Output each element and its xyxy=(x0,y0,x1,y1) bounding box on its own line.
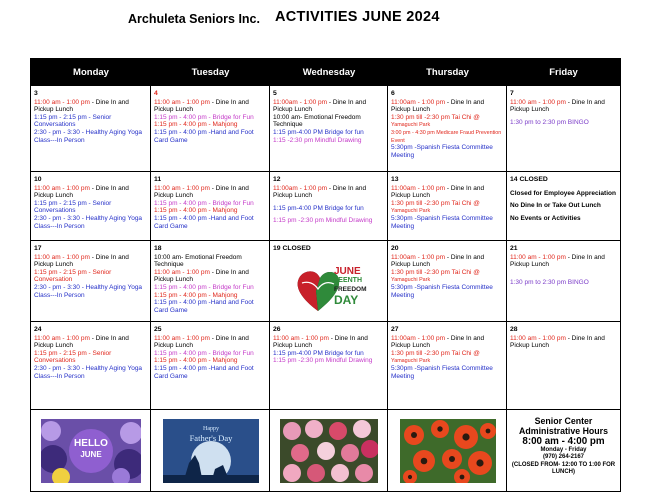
event-line xyxy=(510,335,617,350)
day-number: 6 xyxy=(391,90,395,97)
event-text: 1:15 pm - 2:15 pm - Senior Conversation xyxy=(34,268,112,284)
fathers-day-image xyxy=(163,419,259,483)
event-text: - Dine In and Pickup Lunch xyxy=(273,184,367,200)
day-cell xyxy=(270,241,388,322)
event-text: Yamaguchi Park xyxy=(391,358,431,365)
event-text: 11:00 am - 1:00 pm xyxy=(154,184,210,192)
event-text: 1:30 pm to 2:30 pm BINGO xyxy=(510,118,589,126)
event-text: 1:15 pm - 4:00 pm -Hand and Foot Card Game xyxy=(154,128,254,144)
event-text: 1:15 pm - 4:00 pm - Mahjong xyxy=(154,121,238,129)
event-line xyxy=(391,121,503,129)
fathers-day-text xyxy=(163,425,259,443)
event-line xyxy=(391,254,503,269)
event-line xyxy=(154,299,266,314)
event-line xyxy=(391,185,503,200)
event-text: 11:00 am - 1:00 pm xyxy=(34,98,90,106)
hello-june-text xyxy=(41,438,141,460)
event-text: 1:15 pm -2:30 pm Mindful Drawing xyxy=(273,217,373,225)
event-line xyxy=(391,365,503,380)
event-line xyxy=(154,350,266,358)
event-text: 1:15 pm - 2:15 pm - Senior Conversations xyxy=(34,199,112,215)
day-number: 25 xyxy=(154,326,162,333)
event-line xyxy=(34,215,147,230)
day-cell xyxy=(31,86,151,172)
event-text: 1:15 pm - 2:15 pm - Senior Conversations xyxy=(34,113,112,129)
event-text: 2:30 - pm - 3:30 - Healthy Aging Yoga Class---In Person xyxy=(34,214,143,230)
day-number: 26 xyxy=(273,326,281,333)
event-text: 1:15 pm - 4:00 pm - Bridge for Fun xyxy=(154,199,254,207)
event-text: 1:30 pm till -2:30 pm Tai Chi @ xyxy=(391,349,480,357)
dahlias-image xyxy=(280,419,378,483)
event-text: - Dine In and Pickup Lunch xyxy=(510,98,605,114)
image-caption-word: Father's Day xyxy=(189,433,233,443)
event-line xyxy=(154,284,266,292)
event-text: 3:00 pm - 4:30 pm Medicare Fraud Prevention Event xyxy=(391,129,502,144)
event-text: - Dine In and Pickup Lunch xyxy=(154,334,249,350)
day-number: 5 xyxy=(273,90,277,97)
event-text: 2:30 - pm - 3:30 - Healthy Aging Yoga Class---In Person xyxy=(34,364,143,380)
event-text: - Dine In and Pickup Lunch xyxy=(34,184,129,200)
event-line xyxy=(154,185,266,200)
event-line xyxy=(154,114,266,122)
event-line xyxy=(273,350,384,358)
day-header-0: Monday xyxy=(31,59,151,86)
event-text: 1:30 pm to 2:30 pm BINGO xyxy=(510,278,589,286)
event-text: 1:15 pm - 4:00 pm - Mahjong xyxy=(154,357,238,365)
event-text: 10:00 am- Emotional Freedom Technique xyxy=(154,253,242,269)
event-text: 1:15 pm-4:00 PM Bridge for fun xyxy=(273,349,364,357)
day-header-2: Wednesday xyxy=(270,59,388,86)
event-line xyxy=(391,129,503,144)
event-line xyxy=(154,365,266,380)
event-line xyxy=(273,99,384,114)
event-line xyxy=(391,99,503,114)
day-cell xyxy=(31,172,151,241)
image-cell xyxy=(151,410,270,491)
event-text: 1:15 pm - 4:00 pm - Bridge for Fun xyxy=(154,349,254,357)
event-text: 5:30pm -Spanish Fiesta Committee Meeting xyxy=(391,283,493,299)
event-text: 5:30pm -Spanish Fiesta Committee Meeting xyxy=(391,144,493,159)
day-number: 19 CLOSED xyxy=(273,245,311,252)
event-text: 11:00am - 1:00 pm xyxy=(391,184,446,192)
event-text: Yamaguchi Park xyxy=(391,277,431,284)
hours-time: 8:00 am - 4:00 pm xyxy=(522,436,605,447)
day-number: 27 xyxy=(391,326,399,333)
image-cell xyxy=(270,410,388,491)
day-number: 28 xyxy=(510,326,518,333)
event-line xyxy=(154,357,266,365)
day-number: 3 xyxy=(34,90,38,97)
day-cell xyxy=(151,322,270,410)
day-number: 12 xyxy=(273,176,281,183)
calendar-title xyxy=(0,9,650,27)
event-text: - Dine In and Pickup Lunch xyxy=(391,334,485,350)
event-text: 1:30 pm till -2:30 pm Tai Chi @ xyxy=(391,268,480,276)
event-line xyxy=(34,284,147,299)
event-text: - Dine In and Pickup Lunch xyxy=(510,253,605,269)
image-caption-word: JUNE xyxy=(80,450,102,459)
event-line xyxy=(34,200,147,215)
event-line xyxy=(391,200,503,208)
day-cell xyxy=(507,172,620,241)
event-text: 2:30 - pm - 3:30 - Healthy Aging Yoga Class---In Person xyxy=(34,128,143,144)
event-text: Yamaguchi Park xyxy=(391,208,431,215)
event-line xyxy=(391,207,503,215)
juneteenth-word: DAY xyxy=(334,293,359,307)
event-line xyxy=(391,276,503,284)
day-cell xyxy=(507,322,620,410)
event-line xyxy=(391,350,503,358)
event-text: 1:30 pm till -2:30 pm Tai Chi @ xyxy=(391,113,480,121)
event-text: 11:00 am - 1:00 pm xyxy=(154,98,210,106)
day-number: 21 xyxy=(510,245,518,252)
event-line xyxy=(34,365,147,380)
day-number: 7 xyxy=(510,90,514,97)
event-text: 11:00am - 1:00 pm xyxy=(273,98,328,106)
event-line xyxy=(34,335,147,350)
juneteenth-word: JUNE xyxy=(334,266,361,277)
event-text: 1:15 pm-4:00 PM Bridge for fun xyxy=(273,128,364,136)
day-cell xyxy=(31,241,151,322)
event-line xyxy=(154,335,266,350)
event-text: - Dine In and Pickup Lunch xyxy=(34,253,129,269)
event-line xyxy=(391,269,503,277)
event-line xyxy=(273,114,384,129)
event-text: 1:15 pm - 4:00 pm - Bridge for Fun xyxy=(154,283,254,291)
event-line xyxy=(510,190,617,198)
activities-calendar xyxy=(30,58,621,492)
hours-phone: (970) 264-2167 xyxy=(542,454,585,461)
event-line xyxy=(34,114,147,129)
day-number: 18 xyxy=(154,245,162,252)
event-text: 1:30 pm till -2:30 pm Tai Chi @ xyxy=(391,199,480,207)
day-cell xyxy=(270,86,388,172)
event-text: Yamaguchi Park xyxy=(391,122,431,129)
event-line xyxy=(510,215,617,223)
day-cell xyxy=(388,322,507,410)
day-cell xyxy=(270,172,388,241)
event-line xyxy=(34,254,147,269)
event-line xyxy=(154,121,266,129)
day-cell xyxy=(31,322,151,410)
event-line xyxy=(154,200,266,208)
event-line xyxy=(34,350,147,365)
event-line xyxy=(273,137,384,145)
event-text: No Dine In or Take Out Lunch xyxy=(510,202,601,210)
event-line xyxy=(273,335,384,350)
day-cell xyxy=(507,86,620,172)
day-cell xyxy=(388,86,507,172)
event-text: 11:00 am - 1:00 pm xyxy=(34,253,90,261)
day-header-4: Friday xyxy=(507,59,620,86)
event-line xyxy=(273,205,384,213)
hours-lunch-closure: (CLOSED FROM- 12:00 TO 1:00 FOR LUNCH) xyxy=(511,461,616,476)
event-text: - Dine In and Pickup Lunch xyxy=(391,253,485,269)
event-text: - Dine In and Pickup Lunch xyxy=(34,98,129,114)
image-caption-word: HELLO xyxy=(74,438,108,449)
event-text: - Dine In and Pickup Lunch xyxy=(391,98,485,114)
day-number: 11 xyxy=(154,176,162,183)
poppies-image xyxy=(400,419,496,483)
image-caption-word: Happy xyxy=(203,426,219,432)
hours-title: Senior Center Administrative Hours xyxy=(519,416,608,436)
event-text: 2:30 - pm - 3:30 - Healthy Aging Yoga Class---In Person xyxy=(34,283,143,299)
event-line xyxy=(273,357,384,365)
event-text: - Dine In and Pickup Lunch xyxy=(391,184,485,200)
event-text: 11:00 am - 1:00 pm xyxy=(273,334,329,342)
event-text: 5:30pm -Spanish Fiesta Committee Meeting xyxy=(391,214,493,230)
day-number: 14 CLOSED xyxy=(510,176,548,183)
event-line xyxy=(510,254,617,269)
event-line xyxy=(154,269,266,284)
day-cell xyxy=(388,172,507,241)
day-number: 24 xyxy=(34,326,42,333)
event-line xyxy=(510,279,617,287)
event-line xyxy=(34,99,147,114)
event-text: 11:00 am - 1:00 pm xyxy=(510,253,566,261)
event-text: - Dine In and Pickup Lunch xyxy=(154,268,249,284)
juneteenth-logo xyxy=(294,261,374,317)
event-line xyxy=(154,215,266,230)
image-cell xyxy=(31,410,151,491)
hours-days: Monday - Friday xyxy=(540,447,587,453)
event-text: 1:15 pm - 4:00 pm - Bridge for Fun xyxy=(154,113,254,121)
event-text: 1:15 pm - 4:00 pm - Mahjong xyxy=(154,291,238,299)
event-line xyxy=(154,129,266,144)
day-cell xyxy=(151,241,270,322)
event-text: 1:15 pm -2:30 pm Mindful Drawing xyxy=(273,357,373,365)
event-line xyxy=(34,269,147,284)
day-cell xyxy=(151,172,270,241)
event-text: - Dine In and Pickup Lunch xyxy=(273,334,368,350)
event-line xyxy=(34,185,147,200)
event-line xyxy=(391,357,503,365)
event-line xyxy=(273,185,384,200)
event-line xyxy=(391,144,503,159)
event-line xyxy=(391,335,503,350)
hello-june-image xyxy=(41,419,141,483)
event-text: 5:30pm -Spanish Fiesta Committee Meeting xyxy=(391,364,493,380)
day-number: 20 xyxy=(391,245,399,252)
event-line xyxy=(154,254,266,269)
event-line xyxy=(273,129,384,137)
event-text: 11:00am - 1:00 pm xyxy=(391,253,446,261)
event-text: 11:00 am - 1:00 pm xyxy=(34,184,90,192)
event-line xyxy=(391,284,503,299)
event-line xyxy=(273,217,384,225)
event-text: 1:15 pm - 4:00 pm -Hand and Foot Card Game xyxy=(154,364,254,380)
event-text: - Dine In and Pickup Lunch xyxy=(154,184,249,200)
juneteenth-word: FREEDOM xyxy=(334,286,367,293)
event-text: 11:00 am - 1:00 pm xyxy=(34,334,90,342)
juneteenth-word: TEENTH xyxy=(334,277,362,284)
day-number: 17 xyxy=(34,245,42,252)
image-cell xyxy=(388,410,507,491)
event-text: 11:00 am - 1:00 pm xyxy=(510,334,566,342)
day-header-1: Tuesday xyxy=(151,59,270,86)
day-cell xyxy=(151,86,270,172)
event-text: 10:00 am- Emotional Freedom Technique xyxy=(273,113,361,129)
event-text: 11:00am - 1:00 pm xyxy=(391,98,446,106)
day-header-3: Thursday xyxy=(388,59,507,86)
event-text: 11:00am - 1:00 pm xyxy=(391,334,446,342)
day-cell xyxy=(388,241,507,322)
event-text: 1:15 -2:30 pm Mindful Drawing xyxy=(273,136,362,144)
event-text: 1:15 pm - 4:00 pm -Hand and Foot Card Game xyxy=(154,299,254,314)
event-text: No Events or Activities xyxy=(510,214,581,222)
event-line xyxy=(510,202,617,210)
day-number: 10 xyxy=(34,176,42,183)
event-text: - Dine In and Pickup Lunch xyxy=(34,334,129,350)
event-line xyxy=(154,99,266,114)
event-line xyxy=(391,114,503,122)
activities-heading: ACTIVITIES JUNE 2024 xyxy=(275,9,440,25)
hours-cell xyxy=(507,410,620,491)
event-line xyxy=(154,207,266,215)
event-line xyxy=(510,99,617,114)
event-text: 11:00 am - 1:00 pm xyxy=(154,268,210,276)
event-line xyxy=(34,129,147,144)
event-text: - Dine In and Pickup Lunch xyxy=(510,334,605,350)
event-text: 11:00 am - 1:00 pm xyxy=(154,334,210,342)
event-line xyxy=(154,292,266,300)
event-text: 1:15 pm - 2:15 pm - Senior Conversations xyxy=(34,349,112,365)
event-text: - Dine In and Pickup Lunch xyxy=(273,98,367,114)
event-text: Closed for Employee Appreciation xyxy=(510,189,616,197)
event-line xyxy=(391,215,503,230)
event-text: 1:15 pm - 4:00 pm - Mahjong xyxy=(154,207,238,215)
event-text: 11:00am - 1:00 pm xyxy=(273,184,328,192)
event-text: 1:15 pm-4:00 PM Bridge for fun xyxy=(273,204,364,212)
event-text: 1:15 pm - 4:00 pm -Hand and Foot Card Game xyxy=(154,214,254,230)
day-number: 4 xyxy=(154,90,158,97)
day-cell xyxy=(270,322,388,410)
juneteenth-text xyxy=(334,267,376,306)
organization-name: Archuleta Seniors Inc. xyxy=(128,12,260,26)
event-line xyxy=(510,119,617,127)
event-text: - Dine In and Pickup Lunch xyxy=(154,98,249,114)
day-number: 13 xyxy=(391,176,399,183)
event-text: 11:00 am - 1:00 pm xyxy=(510,98,566,106)
day-cell xyxy=(507,241,620,322)
